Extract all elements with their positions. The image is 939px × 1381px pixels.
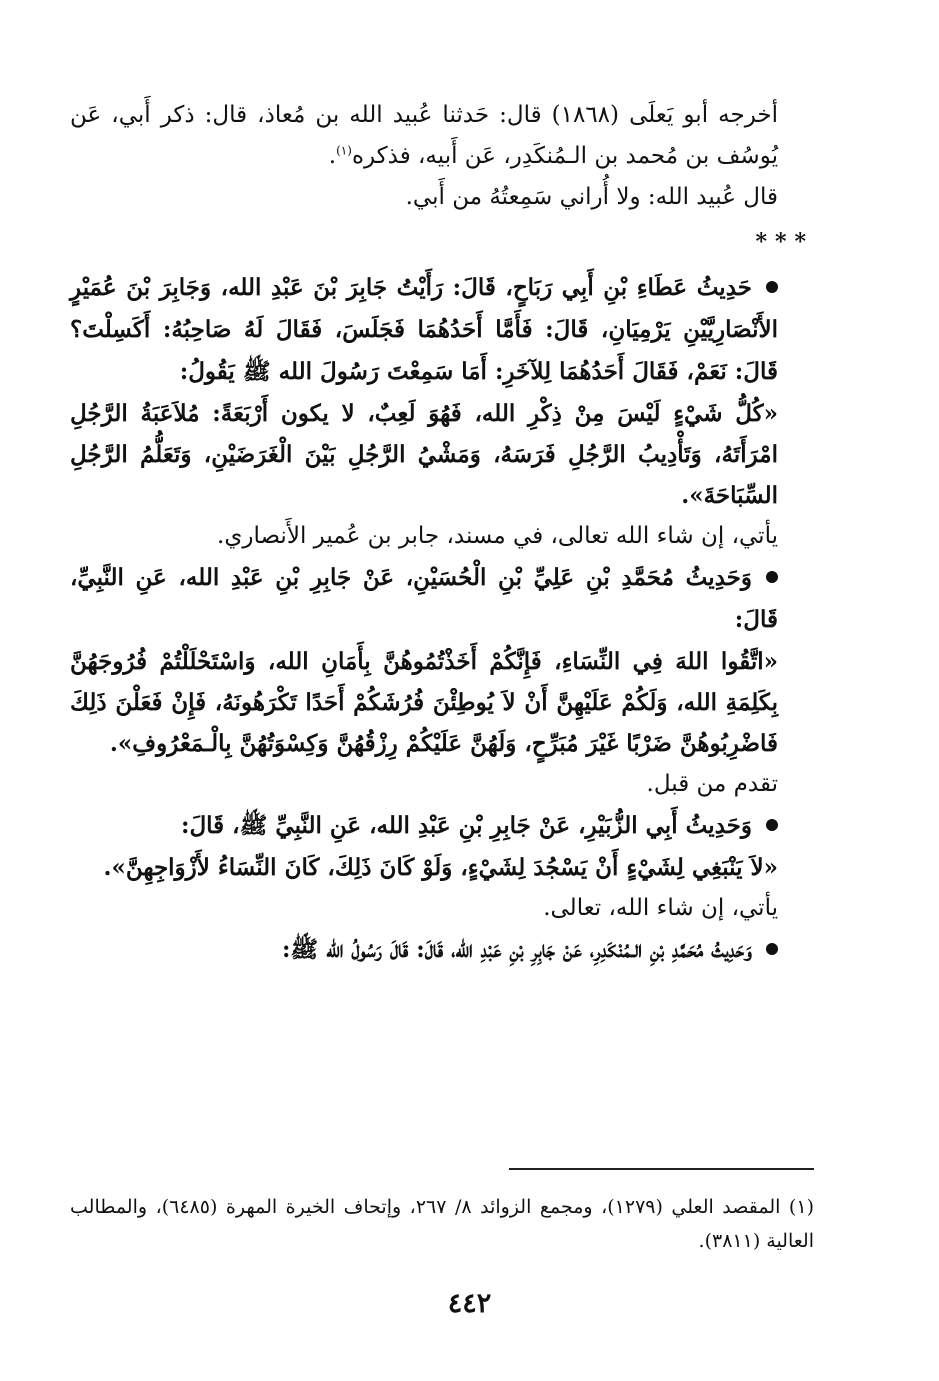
hadith-abu-zubayr-quote: «لاَ يَنْبَغِي لِشَيْءٍ أَنْ يَسْجُدَ لِشَيْءٍ، وَلَوْ كَانَ ذَلِكَ، كَانَ النِّسَاءُ لأَزْوَاجِهِنَّ». (103, 854, 778, 881)
paragraph-yati-1: يأتي، إن شاء الله تعالى، في مسند، جابر بن عُمير الأَنصاري. (217, 523, 778, 549)
hadith-abu-zubayr-text: وَحَدِيثُ أَبِي الزُّبَيْرِ، عَنْ جَابِرِ بْنِ عَبْدِ الله، عَنِ النَّبِيِّ ﷺ، قَالَ: (180, 812, 752, 839)
bullet-icon (766, 819, 778, 831)
hadith-muhammad-ali-quote: «اتَّقُوا اللهَ فِي النِّسَاءِ، فَإِنَّكُمْ أَخَذْتُمُوهُنَّ بِأَمَانِ الله، وَاسْتَحْلَلْتُمْ فُرُوجَهُنَّ بِكَلِمَةِ الله، وَلَكُمْ عَلَيْهِنَّ أَنْ لاَ يُوطِئْنَ فُرُشَكُمْ أَحَدًا تَكْرَهُونَهُ، فَإِنْ فَعَلْنَ ذَلِكَ فَاضْرِبُوهُنَّ ضَرْبًا غَيْرَ مُبَرِّحٍ، وَلَهُنَّ عَلَيْكُمْ رِزْقُهُنَّ وَكِسْوَتُهُنَّ بِالْـمَعْرُوفِ». (70, 648, 778, 757)
paragraph-taqaddam: تقدم من قبل. (646, 771, 778, 797)
hadith-ata (70, 267, 814, 393)
section-separator: *** (755, 229, 814, 255)
bullet-icon (766, 571, 778, 583)
takhrij-text: أخرجه أبو يَعلَى (١٨٦٨) قال: حَدثنا عُبيد الله بن مُعاذ، قال: ذكر أَبي، عَن يُوسُف بن مُحمد بن الـمُنكَدِر، عَن أَبيه، فذكره (70, 102, 778, 169)
paragraph-ubaydullah: قال عُبيد الله: ولا أُراني سَمِعتُهُ من أَبي. (405, 184, 778, 210)
hadith-muhammad-ali-text: وَحَدِيثُ مُحَمَّدِ بْنِ عَلِيِّ بْنِ الْحُسَيْنِ، عَنْ جَابِرِ بْنِ عَبْدِ الله، عَنِ النَّبِيِّ، قَالَ: (70, 564, 778, 633)
hadith-munkadir (70, 929, 814, 971)
page-number: ٤٤٢ (447, 1288, 492, 1319)
hadith-abu-zubayr (70, 805, 814, 847)
bullet-icon (766, 943, 778, 955)
hadith-munkadir-text: وَحَدِيثُ مُحَمَّدِ بْنِ الـمُنْكَدِرِ، عَنْ جَابِرِ بْنِ عَبْدِ الله، قَالَ: قَالَ رَسُولُ الله ﷺ: (281, 936, 752, 963)
hadith-muhammad-ali (70, 557, 814, 641)
footnote-separator (509, 1168, 814, 1170)
footnote: (١) المقصد العلي (١٢٧٩)، ومجمع الزوائد ٨/ ٢٦٧، وإتحاف الخيرة المهرة (٦٤٨٥)، والمطالب العالية (٣٨١١). (70, 1196, 814, 1252)
footnote-ref: (١) (336, 143, 352, 158)
main-text (70, 95, 814, 971)
paragraph-takhrij (70, 95, 814, 177)
paragraph-yati-2: يأتي، إن شاء الله، تعالى. (543, 895, 778, 921)
takhrij-end: . (328, 143, 337, 169)
hadith-ata-quote: «كُلُّ شَيْءٍ لَيْسَ مِنْ ذِكْرِ الله، فَهُوَ لَعِبٌ، لا يكون أَرْبَعَةً: مُلاَعَبَةُ الرَّجُلِ امْرَأَتَهُ، وَتَأْدِيبُ الرَّجُلِ فَرَسَهُ، وَمَشْيُ الرَّجُلِ بَيْنَ الْغَرَضَيْنِ، وَتَعَلُّمُ الرَّجُلِ السِّبَاحَةَ». (70, 400, 778, 509)
bullet-icon (766, 281, 778, 293)
hadith-ata-text: حَدِيثُ عَطَاءِ بْنِ أَبِي رَبَاحٍ، قَالَ: رَأَيْتُ جَابِرَ بْنَ عَبْدِ الله، وَجَابِرَ بْنَ عُمَيْرٍ الأَنْصَارِيَّيْنِ يَرْمِيَانِ، قَالَ: فَأَمَّا أَحَدُهُمَا فَجَلَسَ، فَقَالَ لَهُ صَاحِبُهُ: أَكَسِلْتَ؟ قَالَ: نَعَمْ، فَقَالَ أَحَدُهُمَا لِلآخَرِ: أَمَا سَمِعْتَ رَسُولَ الله ﷺ يَقُولُ: (70, 274, 778, 385)
